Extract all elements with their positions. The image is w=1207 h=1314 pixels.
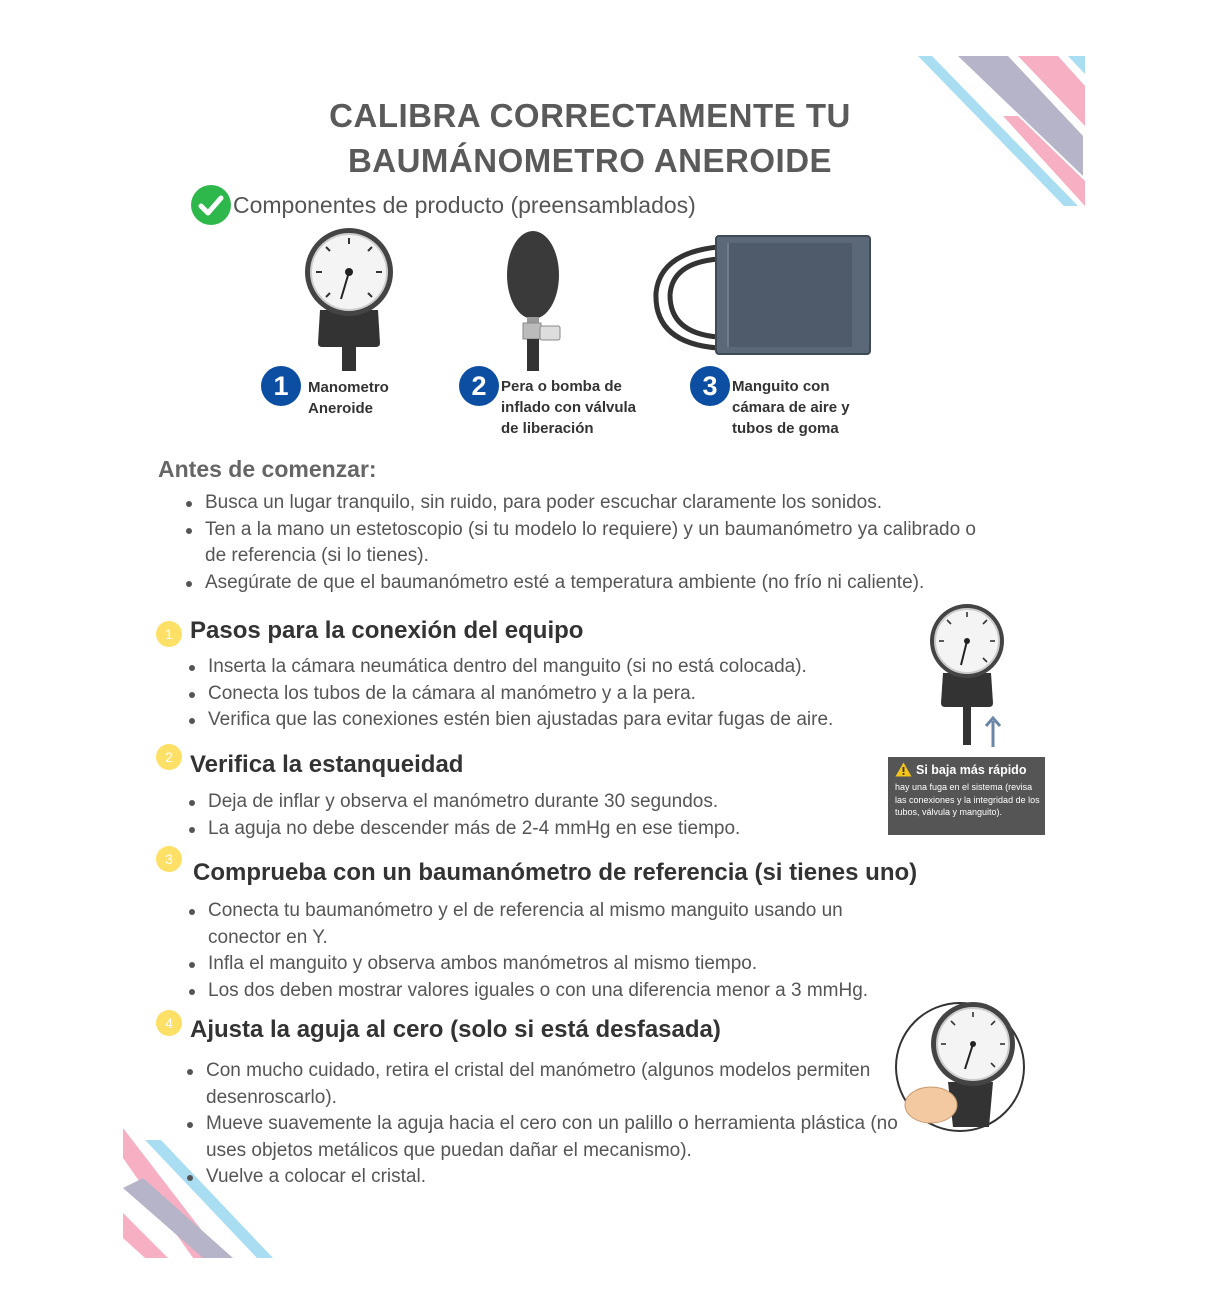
list-item: La aguja no debe descender más de 2-4 mmHg en ese tiempo. (186, 816, 876, 843)
list-item: Deja de inflar y observa el manómetro durante 30 segundos. (186, 789, 876, 816)
step-heading-3: Comprueba con un baumanómetro de referencia (si tienes uno) (193, 859, 918, 886)
warning-triangle-icon (895, 762, 912, 777)
adjust-needle-image (893, 997, 1028, 1137)
list-item: Verifica que las conexiones estén bien ajustadas para evitar fugas de aire. (186, 707, 886, 734)
component-label-2: Pera o bomba de inflado con válvula de liberación (501, 378, 637, 437)
check-circle-icon (191, 185, 231, 225)
warning-box (888, 757, 1045, 835)
list-item: Busca un lugar tranquilo, sin ruido, para poder escuchar claramente los sonidos. (183, 490, 983, 517)
step-list-1 (186, 654, 886, 734)
component-number-1: 1 (261, 366, 301, 406)
bulb-image (500, 225, 570, 373)
cuff-image (650, 233, 875, 363)
manometer-image (300, 225, 400, 373)
list-item: Con mucho cuidado, retira el cristal del manómetro (algunos modelos permiten desenroscarlo). (184, 1058, 909, 1111)
step-list-4 (184, 1058, 909, 1191)
list-item: Los dos deben mostrar valores iguales o con una diferencia menor a 3 mmHg. (186, 978, 906, 1005)
before-heading: Antes de comenzar: (158, 456, 377, 482)
step-number-1: 1 (156, 621, 182, 647)
list-item: Vuelve a colocar el cristal. (184, 1164, 909, 1191)
decorative-stripes-top-right (918, 56, 1085, 206)
step-heading-2: Verifica la estanqueidad (190, 751, 464, 778)
page-title-line2: BAUMÁNOMETRO ANEROIDE (347, 142, 833, 179)
before-list (183, 490, 983, 596)
step-number-4: 4 (156, 1010, 182, 1036)
step-list-3 (186, 898, 906, 1004)
list-item: Infla el manguito y observa ambos manómetros al mismo tiempo. (186, 951, 906, 978)
step-number-3: 3 (156, 846, 182, 872)
component-label-3: Manguito con cámara de aire y tubos de goma (732, 378, 850, 437)
step-heading-1: Pasos para la conexión del equipo (190, 617, 584, 644)
warning-text: hay una fuga en el sistema (revisa las conexiones y la integridad de los tubos, válvula y manguito). (895, 782, 1040, 817)
step-heading-4: Ajusta la aguja al cero (solo si está desfasada) (190, 1016, 721, 1043)
step-list-2 (186, 789, 876, 842)
component-number-3: 3 (690, 366, 730, 406)
page-title-line1: CALIBRA CORRECTAMENTE TU (329, 97, 851, 134)
arrow-up-icon (984, 715, 1002, 748)
list-item: Conecta tu baumanómetro y el de referencia al mismo manguito usando un conector en Y. (186, 898, 906, 951)
list-item: Asegúrate de que el baumanómetro esté a temperatura ambiente (no frío ni caliente). (183, 570, 983, 597)
component-number-2: 2 (459, 366, 499, 406)
step-number-2: 2 (156, 744, 182, 770)
warning-title: Si baja más rápido (916, 763, 1027, 777)
list-item: Ten a la mano un estetoscopio (si tu modelo lo requiere) y un baumanómetro ya calibrado o de referencia (si lo tienes). (183, 517, 983, 570)
components-heading: Componentes de producto (preensamblados) (233, 192, 696, 218)
list-item: Conecta los tubos de la cámara al manómetro y a la pera. (186, 681, 886, 708)
list-item: Mueve suavemente la aguja hacia el cero con un palillo o herramienta plástica (no uses objetos metálicos que puedan dañar el mecanismo). (184, 1111, 909, 1164)
component-label-1: Manometro Aneroide (308, 379, 389, 417)
list-item: Inserta la cámara neumática dentro del manguito (si no está colocada). (186, 654, 886, 681)
